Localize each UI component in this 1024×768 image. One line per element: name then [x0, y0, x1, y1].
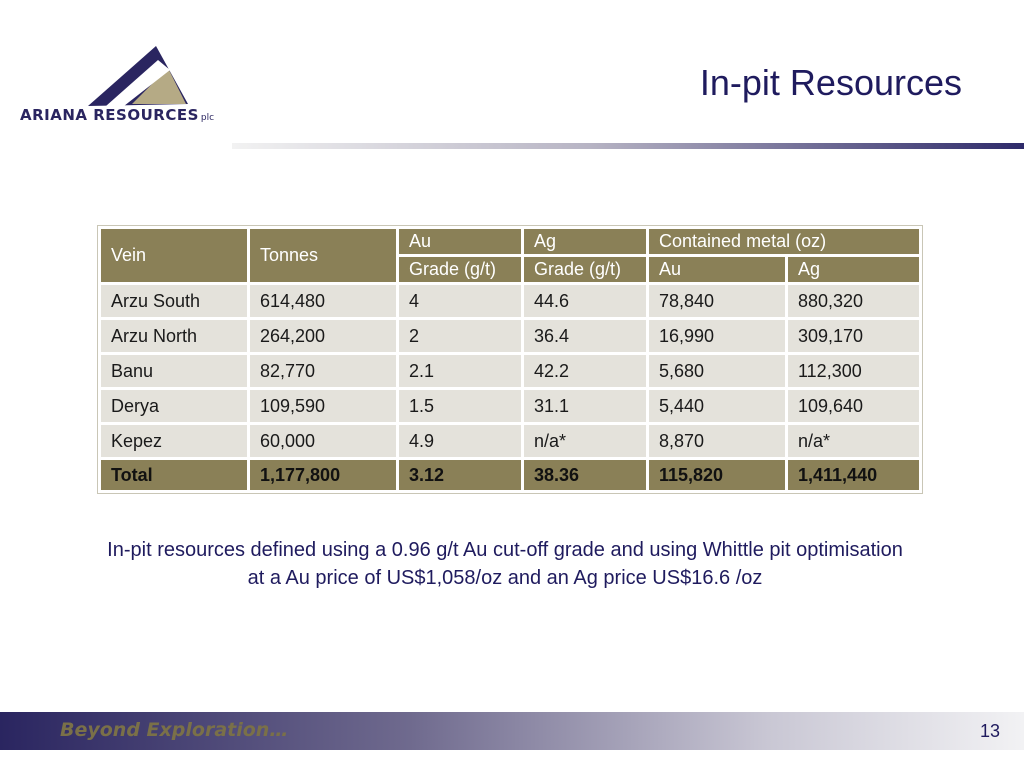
- cell-au-grade: 1.5: [399, 390, 521, 422]
- cell-ag-grade: 36.4: [524, 320, 646, 352]
- table-row: [101, 390, 919, 422]
- cell-ag-oz: 1,411,440: [788, 460, 919, 490]
- table-row: [101, 355, 919, 387]
- cell-vein: Total: [101, 460, 247, 490]
- cell-au-oz: 5,440: [649, 390, 785, 422]
- cell-ag-oz: 112,300: [788, 355, 919, 387]
- logo-name: ARIANA RESOURCES: [20, 106, 199, 124]
- cell-vein: Arzu North: [101, 320, 247, 352]
- cell-au-grade: 3.12: [399, 460, 521, 490]
- cell-ag-grade: 31.1: [524, 390, 646, 422]
- col-header-vein: Vein: [101, 229, 247, 282]
- page-number: 13: [979, 721, 1000, 741]
- cell-au-oz: 16,990: [649, 320, 785, 352]
- footer-tagline: Beyond Exploration…: [60, 719, 289, 741]
- logo-mark-icon: [18, 46, 233, 108]
- footer-bar: [0, 712, 1024, 750]
- cell-vein: Arzu South: [101, 285, 247, 317]
- company-logo: [18, 46, 233, 132]
- page-title: In-pit Resources: [699, 62, 962, 103]
- cell-vein: Banu: [101, 355, 247, 387]
- cell-au-grade: 4.9: [399, 425, 521, 457]
- cell-ag-grade: 38.36: [524, 460, 646, 490]
- resources-table: [97, 225, 923, 494]
- cell-au-grade: 4: [399, 285, 521, 317]
- col-header-tonnes: Tonnes: [250, 229, 396, 282]
- title-divider: [232, 143, 1024, 149]
- col-header-ag-grade: Grade (g/t): [524, 257, 646, 282]
- col-header-au: Au: [399, 229, 521, 254]
- cell-ag-oz: 880,320: [788, 285, 919, 317]
- cell-ag-grade: n/a*: [524, 425, 646, 457]
- col-header-contained-ag: Ag: [788, 257, 919, 282]
- col-header-contained-au: Au: [649, 257, 785, 282]
- cell-au-grade: 2.1: [399, 355, 521, 387]
- table-row: [101, 320, 919, 352]
- table-row: [101, 425, 919, 457]
- cell-au-oz: 115,820: [649, 460, 785, 490]
- cell-tonnes: 60,000: [250, 425, 396, 457]
- footnote: In-pit resources defined using a 0.96 g/t Au cut-off grade and using Whittle pit optimisation at a Au price of US$1,058/oz and an Ag price US$16.6 /oz: [107, 539, 903, 589]
- cell-tonnes: 82,770: [250, 355, 396, 387]
- cell-au-grade: 2: [399, 320, 521, 352]
- cell-au-oz: 78,840: [649, 285, 785, 317]
- table-total-row: [101, 460, 919, 490]
- cell-au-oz: 5,680: [649, 355, 785, 387]
- cell-au-oz: 8,870: [649, 425, 785, 457]
- cell-ag-oz: 109,640: [788, 390, 919, 422]
- logo-suffix: plc: [200, 113, 215, 123]
- col-header-contained-metal: Contained metal (oz): [649, 229, 919, 254]
- cell-tonnes: 264,200: [250, 320, 396, 352]
- cell-ag-grade: 44.6: [524, 285, 646, 317]
- cell-tonnes: 614,480: [250, 285, 396, 317]
- table-header-row: [101, 229, 919, 254]
- cell-vein: Kepez: [101, 425, 247, 457]
- cell-tonnes: 109,590: [250, 390, 396, 422]
- col-header-ag: Ag: [524, 229, 646, 254]
- cell-vein: Derya: [101, 390, 247, 422]
- cell-ag-oz: n/a*: [788, 425, 919, 457]
- table-row: [101, 285, 919, 317]
- col-header-au-grade: Grade (g/t): [399, 257, 521, 282]
- cell-tonnes: 1,177,800: [250, 460, 396, 490]
- cell-ag-grade: 42.2: [524, 355, 646, 387]
- cell-ag-oz: 309,170: [788, 320, 919, 352]
